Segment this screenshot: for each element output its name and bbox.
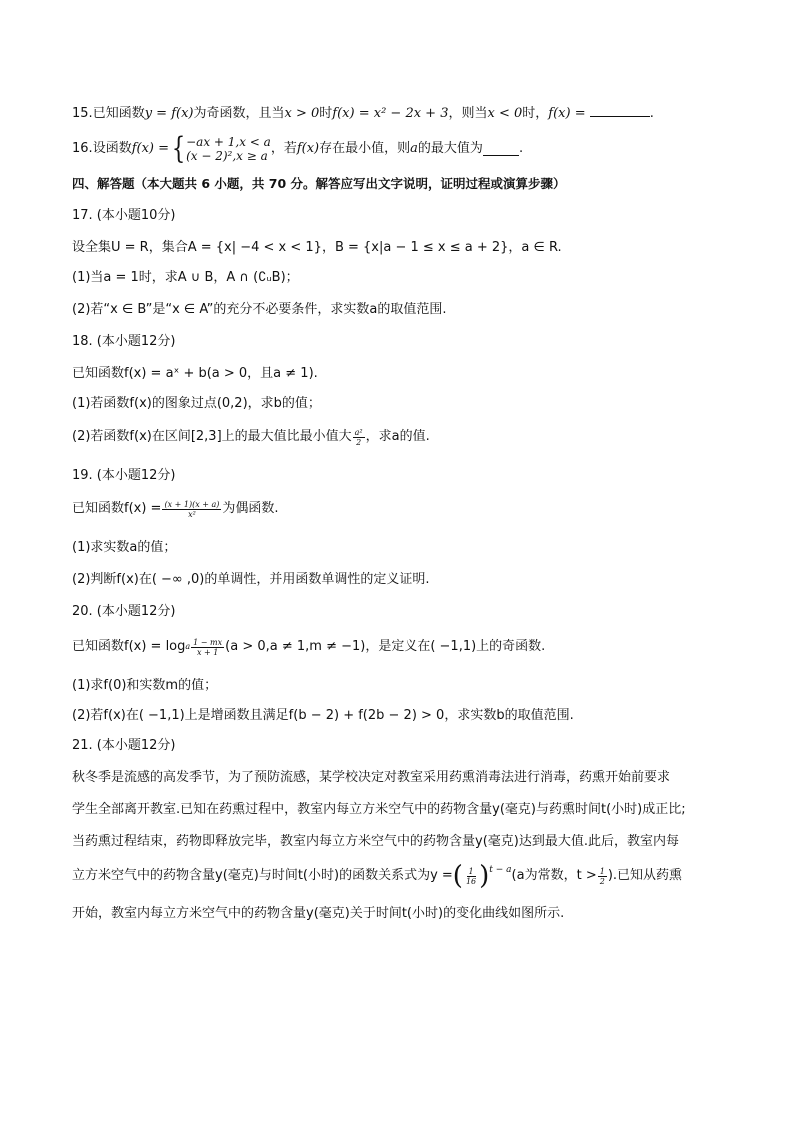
question-18-title: 18. (本小题12分) <box>72 334 176 349</box>
question-number: 15. <box>72 106 93 121</box>
question-21-line4: 立方米空气中的药物含量y(毫克)与时间t(小时)的函数关系式为y = ( $\frac{1}{16}$ ) t − a (a为常数，t > $\frac{1}{2}$ ).已知从药熏 <box>72 861 683 891</box>
answer-blank <box>483 143 519 156</box>
question-19-text: 已知函数f(x) = $\frac{(x + 1)(x + a)}{\text{x²}}$ 为偶函数. <box>72 499 279 519</box>
question-21-line3: 当药熏过程结束，药物即释放完毕，教室内每立方米空气中的药物含量y(毫克)达到最大值.此后，教室内每 <box>72 834 679 849</box>
brace-symbol: { <box>171 131 186 166</box>
section-heading: 四、解答题（本大题共 6 小题，共 70 分。解答应写出文字说明，证明过程或演算步骤） <box>72 176 566 191</box>
question-20-title: 20. (本小题12分) <box>72 604 176 619</box>
question-19-part2: (2)判断f(x)在( −∞ ,0)的单调性，并用函数单调性的定义证明. <box>72 572 430 587</box>
piecewise-cases: −ax + 1,x < a (x − 2)²,x ≥ a <box>186 135 271 163</box>
question-18-part1: (1)若函数f(x)的图象过点(0,2)，求b的值； <box>72 396 321 411</box>
question-18-text: 已知函数f(x) = aˣ + b(a > 0，且a ≠ 1). <box>72 366 318 381</box>
question-17-text: 设全集U = R，集合A = {x| −4 < x < 1}，B = {x|a − 1 ≤ x ≤ a + 2}，a ∈ R. <box>72 240 562 255</box>
question-20-text: 已知函数f(x) = log a $\frac{1 - mx}{x + 1}$ (a > 0,a ≠ 1,m ≠ −1)，是定义在( −1,1)上的奇函数. <box>72 637 546 657</box>
question-17-part2: (2)若“x ∈ B”是“x ∈ A”的充分不必要条件，求实数a的取值范围. <box>72 302 447 317</box>
fraction: $\frac{1}{2}$ <box>599 866 605 886</box>
fraction: $\frac{1 - mx}{x + 1}$ <box>193 637 223 657</box>
question-20-part2: (2)若f(x)在( −1,1)上是增函数且满足f(b − 2) + f(2b − 2) > 0，求实数b的取值范围. <box>72 708 574 723</box>
answer-blank <box>590 104 650 117</box>
fraction: $\frac{\text{a²}}{2}$ <box>354 427 363 447</box>
question-21-line2: 学生全部离开教室.已知在药熏过程中，教室内每立方米空气中的药物含量y(毫克)与药熏时间t(小时)成正比; <box>72 802 686 817</box>
question-21-line5: 开始，教室内每立方米空气中的药物含量y(毫克)关于时间t(小时)的变化曲线如图所示. <box>72 906 565 921</box>
question-15: 15.已知函数y = f(x)为奇函数，且当x > 0时f(x) = x² − 2x + 3，则当x < 0时，f(x) = . <box>72 106 654 121</box>
question-16: 16. 设函数 f(x) = { −ax + 1,x < a (x − 2)²,x ≥ a ，若 f(x) 存在最小值，则 a 的最大值为 . <box>72 131 524 166</box>
fraction: $\frac{(x + 1)(x + a)}{\text{x²}}$ <box>164 499 220 519</box>
question-17-part1: (1)当a = 1时，求A ∪ B，A ∩ (∁ᵤB)； <box>72 270 299 285</box>
question-21-title: 21. (本小题12分) <box>72 738 176 753</box>
question-19-title: 19. (本小题12分) <box>72 468 176 483</box>
question-20-part1: (1)求f(0)和实数m的值； <box>72 678 218 693</box>
fraction: $\frac{1}{16}$ <box>465 866 477 886</box>
question-number: 16. <box>72 141 93 156</box>
question-18-part2: (2)若函数f(x)在区间[2,3]上的最大值比最小值大 $\frac{\text{a²}}{2}$ ，求a的值. <box>72 427 430 447</box>
question-17-title: 17. (本小题10分) <box>72 208 176 223</box>
question-21-line1: 秋冬季是流感的高发季节，为了预防流感，某学校决定对教室采用药熏消毒法进行消毒，药熏开始前要求 <box>72 770 671 785</box>
question-19-part1: (1)求实数a的值； <box>72 540 177 555</box>
